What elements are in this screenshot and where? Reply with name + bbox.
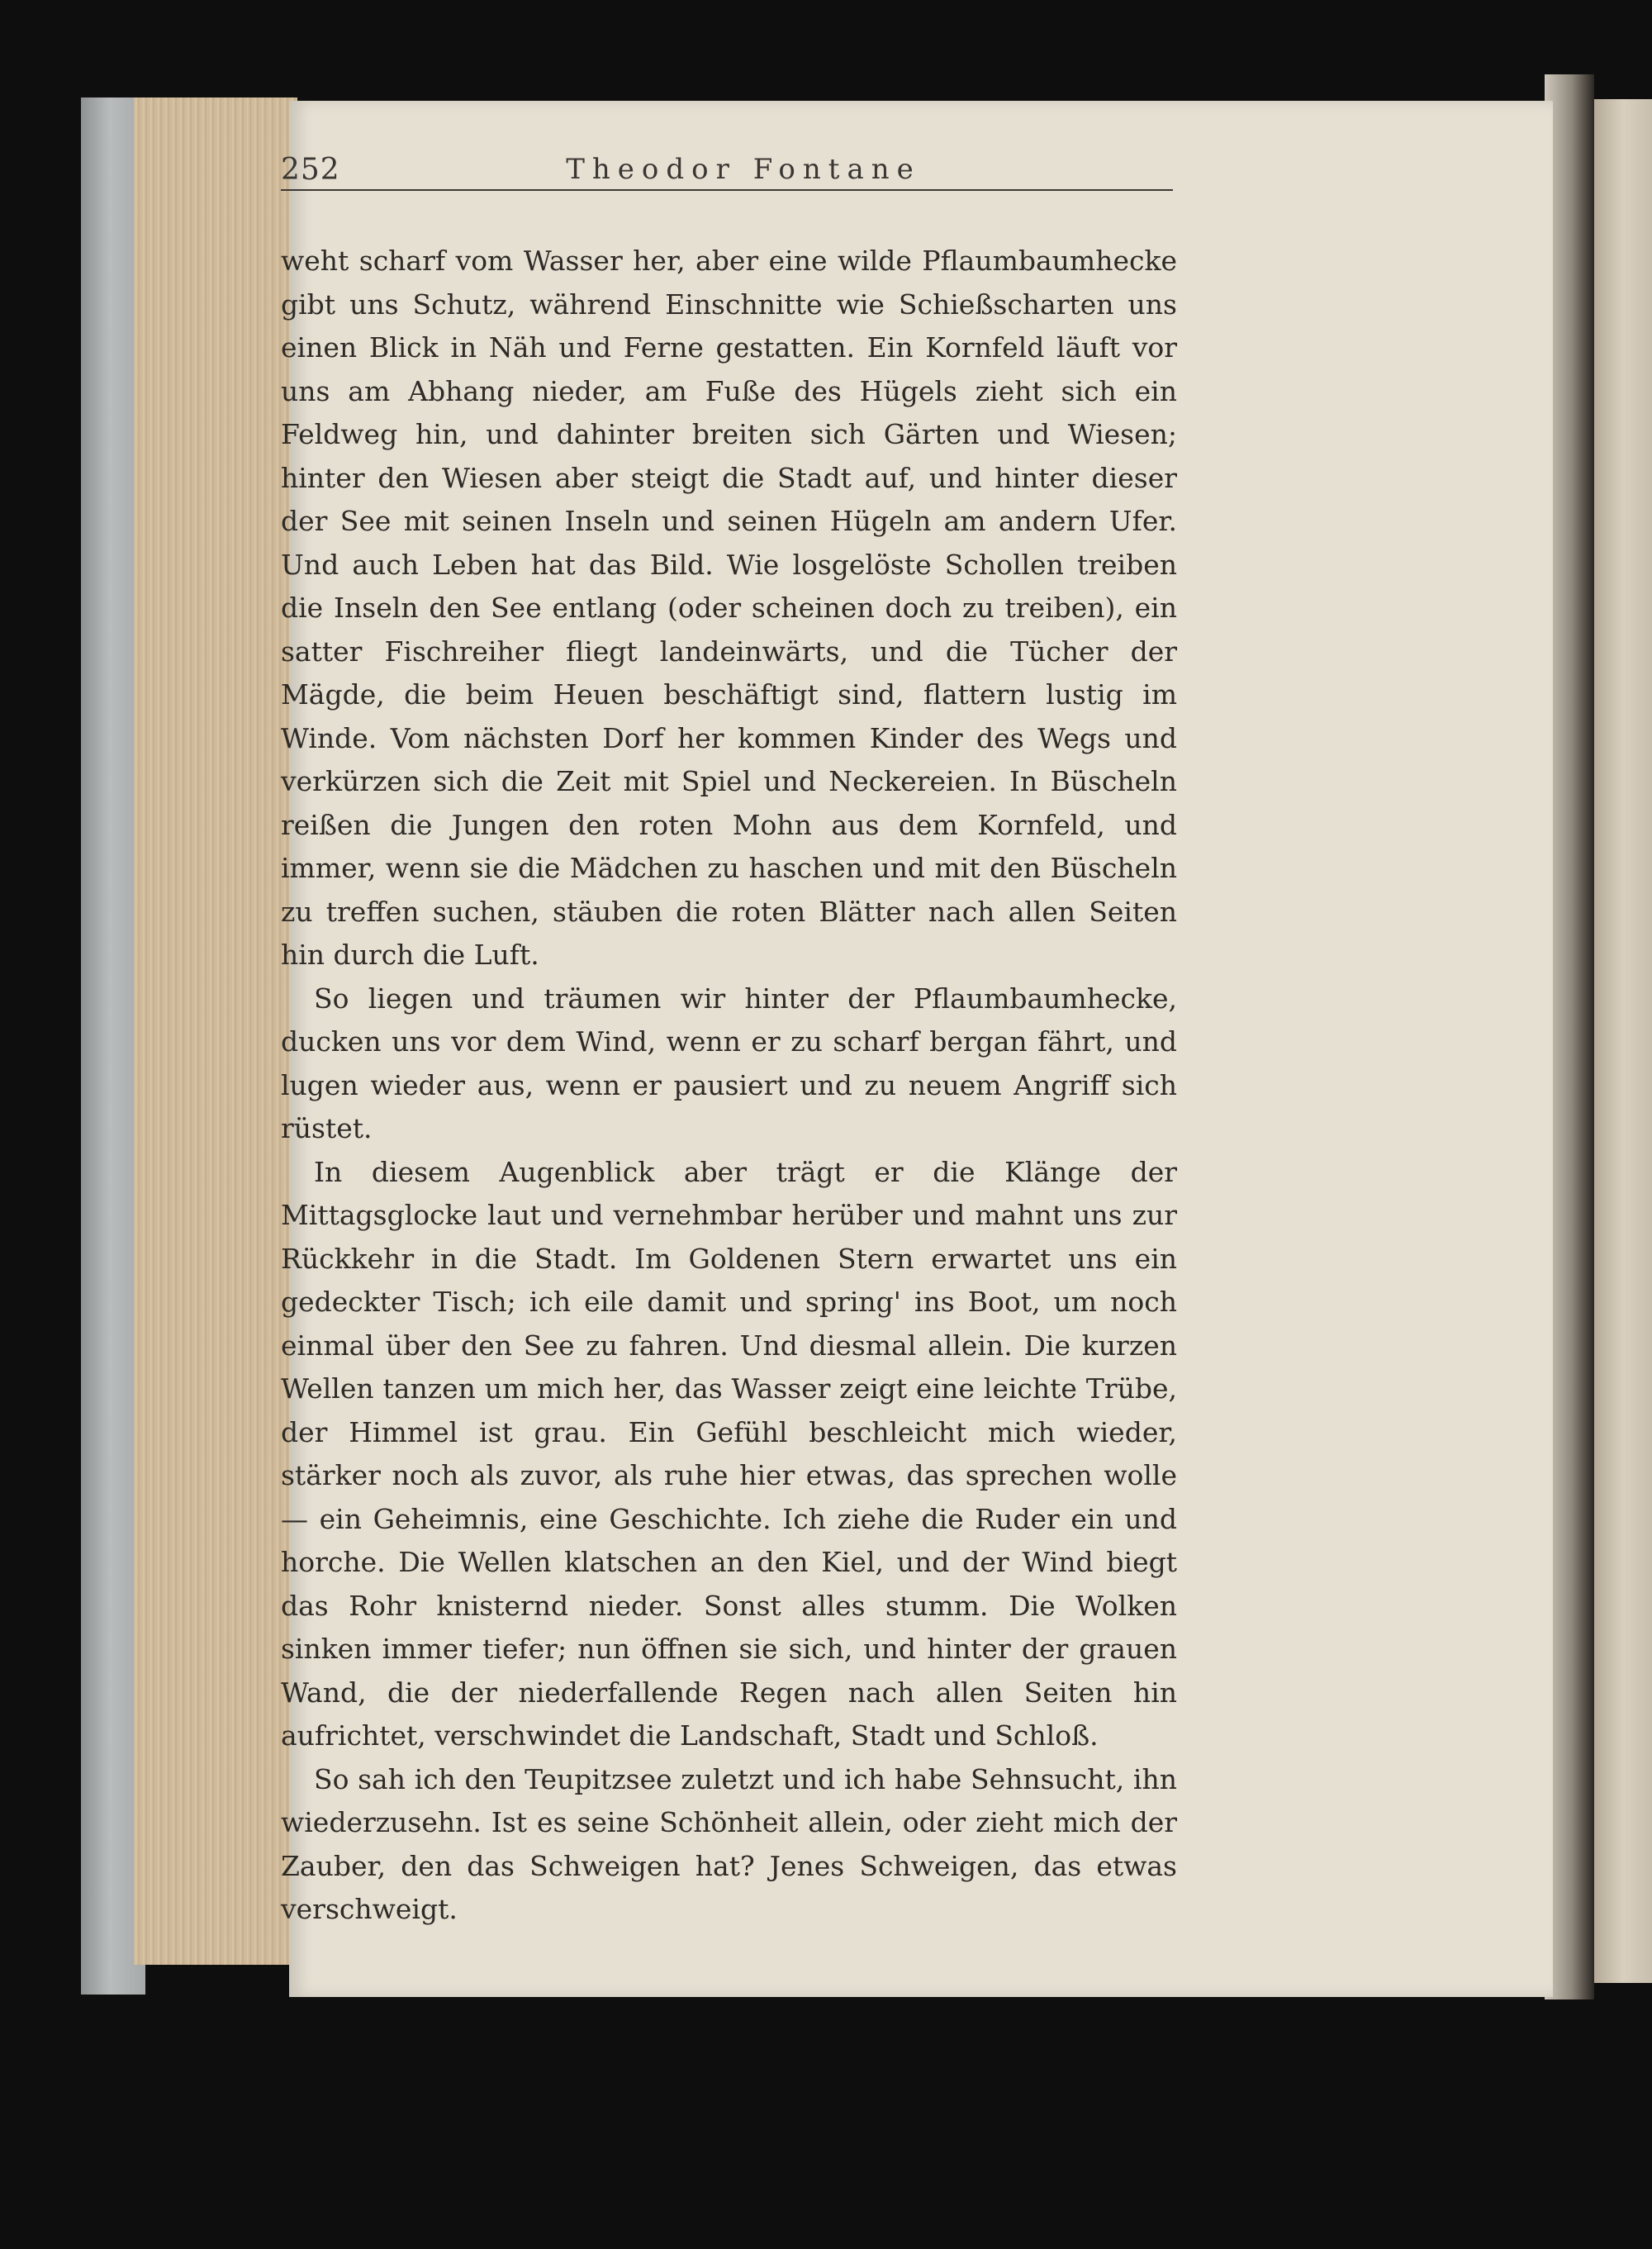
page-block-edge	[134, 97, 297, 1965]
body-text	[281, 240, 1177, 1932]
running-title: Theodor Fontane	[566, 153, 921, 186]
running-head	[281, 153, 1173, 191]
page-number: 252	[281, 153, 340, 187]
paragraph-4: So sah ich den Teupitzsee zuletzt und ich habe Sehnsucht, ihn wiederzusehn. Ist es seine Schönheit allein, oder zieht mich der Zauber, den das Schweigen hat? Jenes Schweigen, das etwas verschweigt.	[281, 1762, 1177, 1925]
paragraph-1: weht scharf vom Wasser her, aber eine wilde Pflaumbaumhecke gibt uns Schutz, während Einschnitte wie Schießscharten uns einen Blick in Näh und Ferne gestatten. Ein Kornfeld läuft vor uns am Abhang nieder, am Fuße des Hügels zieht sich ein Feldweg hin, und dahinter breiten sich Gärten und Wiesen; hinter den Wiesen aber steigt die Stadt auf, und hinter dieser der See mit seinen Inseln und seinen Hügeln am andern Ufer. Und auch Leben hat das Bild. Wie losgelöste Schollen treiben die Inseln den See entlang (oder scheinen doch zu treiben), ein satter Fischreiher fliegt landeinwärts, und die Tücher der Mägde, die beim Heuen beschäftigt sind, flattern lustig im Winde. Vom nächsten Dorf her kommen Kinder des Wegs und verkürzen sich die Zeit mit Spiel und Neckereien. In Büscheln reißen die Jungen den roten Mohn aus dem Kornfeld, und immer, wenn sie die Mädchen zu haschen und mit den Büscheln zu treffen suchen, stäuben die roten Blätter nach allen Seiten hin durch die Luft.	[281, 245, 1177, 971]
paragraph-3: In diesem Augenblick aber trägt er die Klänge der Mittagsglocke laut und vernehmbar herüber und mahnt uns zur Rückkehr in die Stadt. Im Goldenen Stern erwartet uns ein gedeckter Tisch; ich eile damit und spring' ins Boot, um noch einmal über den See zu fahren. Und diesmal allein. Die kurzen Wellen tanzen um mich her, das Wasser zeigt eine leichte Trübe, der Himmel ist grau. Ein Gefühl beschleicht mich wieder, stärker noch als zuvor, als ruhe hier etwas, das sprechen wolle — ein Geheimnis, eine Geschichte. Ich ziehe die Ruder ein und horche. Die Wellen klatschen an den Kiel, und der Wind biegt das Rohr knisternd nieder. Sonst alles stumm. Die Wolken sinken immer tiefer; nun öffnen sie sich, und hinter der grauen Wand, die der niederfallende Regen nach allen Seiten hin aufrichtet, verschwindet die Landschaft, Stadt und Schloß.	[281, 1155, 1177, 1752]
facing-page-edge	[1594, 99, 1652, 1983]
paragraph-2: So liegen und träumen wir hinter der Pflaumbaumhecke, ducken uns vor dem Wind, wenn er zu scharf bergan fährt, und lugen wieder aus, wenn er pausiert und zu neuem Angriff sich rüstet.	[281, 982, 1177, 1144]
